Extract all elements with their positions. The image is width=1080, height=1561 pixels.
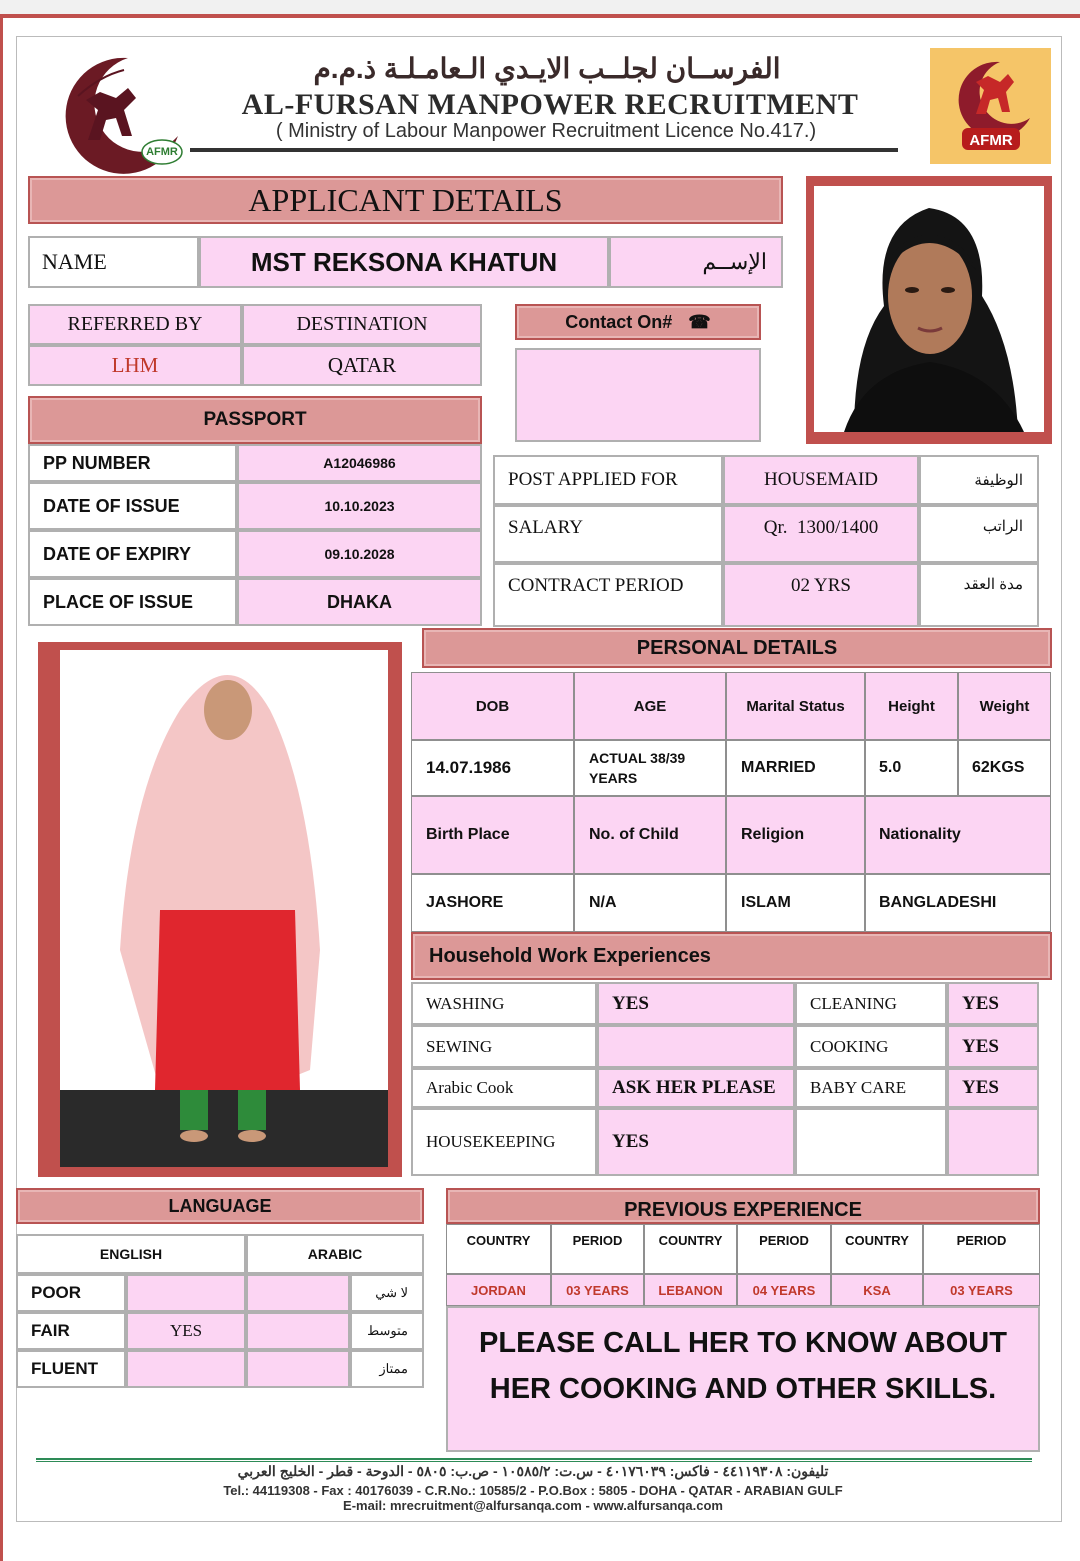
age-value-cell <box>574 740 726 796</box>
portrait-photo <box>806 176 1052 444</box>
post-row-value-1 <box>723 505 919 563</box>
note-line-1: PLEASE CALL HER TO KNOW ABOUT <box>479 1327 1007 1359</box>
hh-label-cleaning <box>795 982 947 1025</box>
hh-label-empty <box>795 1108 947 1176</box>
destination-label: DESTINATION <box>296 313 428 335</box>
date-of-expiry-label: DATE OF EXPIRY <box>43 543 192 564</box>
hh-label-baby-care <box>795 1068 947 1108</box>
company-name-arabic: الفرســان لجلــب الايـدي الـعامـلـة ذ.م.م <box>313 53 781 84</box>
referred-by-value-cell <box>28 345 242 386</box>
logo-badge-text: AFMR <box>146 146 178 158</box>
english-column-label: ENGLISH <box>99 1246 163 1262</box>
post-row-ar-0 <box>919 455 1039 505</box>
passport-row-label-3 <box>28 578 237 626</box>
period-3-label: PERIOD <box>956 1233 1007 1248</box>
birth-place-label: Birth Place <box>426 826 510 843</box>
salary-label: SALARY <box>508 517 583 538</box>
lang-arabic-fair <box>246 1312 350 1350</box>
footer-rule <box>36 1458 1032 1462</box>
religion-label: Religion <box>741 826 805 843</box>
name-label: NAME <box>42 249 107 274</box>
lang-col-arabic <box>246 1234 424 1274</box>
weight-value: 62KGS <box>972 759 1025 776</box>
lang-level-poor <box>16 1274 126 1312</box>
referred-by-label: REFERRED BY <box>67 313 203 335</box>
passport-row-label-1 <box>28 482 237 530</box>
name-value-cell <box>199 236 609 288</box>
post-row-ar-2 <box>919 563 1039 627</box>
fluent-label: FLUENT <box>31 1359 99 1378</box>
post-row-label-1 <box>493 505 723 563</box>
birth-place-value: JASHORE <box>426 894 504 911</box>
prev-value-0 <box>446 1274 551 1306</box>
cooking-value: YES <box>962 1035 999 1057</box>
fluent-label-ar: ممتاز <box>379 1361 408 1376</box>
prev-header-2 <box>644 1224 737 1274</box>
name-label-cell <box>28 236 199 288</box>
hh-label-arabic-cook <box>411 1068 597 1108</box>
prev-header-5 <box>923 1224 1040 1274</box>
prev-header-0 <box>446 1224 551 1274</box>
passport-header <box>28 396 482 444</box>
salary-label-ar: الراتب <box>982 518 1023 535</box>
household-header <box>411 932 1052 980</box>
post-row-value-2 <box>723 563 919 627</box>
sewing-label: SEWING <box>426 1036 493 1056</box>
hh-label-housekeeping <box>411 1108 597 1176</box>
cooking-label: COOKING <box>810 1036 889 1056</box>
pp-number-label: PP NUMBER <box>43 452 151 473</box>
passport-row-label-2 <box>28 530 237 578</box>
hh-value-housekeeping <box>597 1108 795 1176</box>
passport-row-value-2 <box>237 530 482 578</box>
dob-value: 14.07.1986 <box>426 758 512 777</box>
full-length-photo <box>38 642 402 1177</box>
previous-experience-title: PREVIOUS EXPERIENCE <box>624 1198 862 1221</box>
previous-experience-note <box>446 1306 1040 1452</box>
salary-value: Qr. 1300/1400 <box>763 517 879 538</box>
name-value: MST REKSONA KHATUN <box>250 246 558 277</box>
post-row-value-0 <box>723 455 919 505</box>
marital-status-label: Marital Status <box>746 697 845 715</box>
contract-period-value: 02 YRS <box>790 575 851 596</box>
contact-label: Contact On# <box>565 311 673 332</box>
right-logo-text: AFMR <box>969 132 1013 149</box>
hh-value-washing <box>597 982 795 1025</box>
hh-value-empty <box>947 1108 1039 1176</box>
personal-details-title: PERSONAL DETAILS <box>636 636 838 659</box>
post-applied-label: POST APPLIED FOR <box>508 469 678 490</box>
country-3-value: KSA <box>863 1282 891 1298</box>
post-table <box>493 455 1039 627</box>
period-1-label: PERIOD <box>572 1233 623 1248</box>
date-of-issue-label: DATE OF ISSUE <box>43 495 180 516</box>
arabic-cook-label: Arabic Cook <box>426 1078 514 1097</box>
period-1-value: 03 YEARS <box>566 1282 629 1298</box>
prev-value-5 <box>923 1274 1040 1306</box>
prev-header-3 <box>737 1224 831 1274</box>
weight-label: Weight <box>979 697 1030 715</box>
prev-value-4 <box>831 1274 923 1306</box>
poor-label-ar: لا شي <box>375 1285 408 1300</box>
lang-level-fair <box>16 1312 126 1350</box>
weight-value-cell <box>958 740 1051 796</box>
contract-period-label: CONTRACT PERIOD <box>508 575 684 596</box>
english-fair-value: YES <box>169 1321 203 1340</box>
country-1-label: COUNTRY <box>466 1233 531 1248</box>
hh-value-cooking <box>947 1025 1039 1068</box>
left-logo <box>28 40 190 176</box>
nationality-value: BANGLADESHI <box>879 894 997 911</box>
no-of-child-value-cell <box>574 874 726 932</box>
hh-label-cooking <box>795 1025 947 1068</box>
country-2-label: COUNTRY <box>658 1233 723 1248</box>
phone-icon: ☎ <box>688 311 711 332</box>
post-applied-value: HOUSEMAID <box>764 469 878 490</box>
dob-value-cell <box>411 740 574 796</box>
previous-experience-table <box>446 1224 1040 1452</box>
marital-status-value: MARRIED <box>741 759 816 776</box>
destination-value-cell <box>242 345 482 386</box>
housekeeping-value: YES <box>612 1131 649 1152</box>
baby-care-value: YES <box>962 1077 999 1098</box>
passport-row-value-1 <box>237 482 482 530</box>
post-row-label-2 <box>493 563 723 627</box>
contact-value-box <box>515 348 761 442</box>
lang-ar-fluent <box>350 1350 424 1388</box>
personal-details-header <box>422 628 1052 668</box>
company-licence: ( Ministry of Labour Manpower Recruitment Licence No.417.) <box>275 120 817 142</box>
arabic-cook-value: ASK HER PLEASE <box>612 1077 776 1098</box>
no-of-child-label-cell <box>574 796 726 874</box>
place-of-issue-label: PLACE OF ISSUE <box>43 591 194 612</box>
pp-number-value: A12046986 <box>323 455 396 471</box>
lang-col-english <box>16 1234 246 1274</box>
lang-english-poor <box>126 1274 246 1312</box>
lang-ar-poor <box>350 1274 424 1312</box>
referral-table <box>28 304 482 386</box>
company-name-english: AL-FURSAN MANPOWER RECRUITMENT <box>241 88 859 121</box>
age-label: AGE <box>633 697 667 715</box>
footer-email: E-mail: mrecruitment@alfursanqa.com - www.alfursanqa.com <box>343 1498 723 1513</box>
lang-english-fair <box>126 1312 246 1350</box>
country-3-label: COUNTRY <box>845 1233 909 1248</box>
birth-place-label-cell <box>411 796 574 874</box>
hh-value-sewing <box>597 1025 795 1068</box>
washing-label: WASHING <box>426 993 505 1013</box>
prev-value-3 <box>737 1274 831 1306</box>
height-value-cell <box>865 740 958 796</box>
personal-header-dob <box>411 672 574 740</box>
marital-value-cell <box>726 740 865 796</box>
personal-header-age <box>574 672 726 740</box>
prev-header-1 <box>551 1224 644 1274</box>
fair-label: FAIR <box>31 1321 70 1340</box>
contact-header <box>515 304 761 340</box>
lang-arabic-fluent <box>246 1350 350 1388</box>
no-of-child-value: N/A <box>589 894 617 911</box>
name-label-ar: الإســم <box>702 249 767 274</box>
period-3-value: 03 YEARS <box>950 1282 1013 1298</box>
lang-english-fluent <box>126 1350 246 1388</box>
personal-header-height <box>865 672 958 740</box>
birth-place-value-cell <box>411 874 574 932</box>
religion-value-cell <box>726 874 865 932</box>
lang-ar-fair <box>350 1312 424 1350</box>
place-of-issue-value: DHAKA <box>327 591 392 612</box>
passport-row-value-3 <box>237 578 482 626</box>
dob-label: DOB <box>475 697 510 715</box>
passport-title: PASSPORT <box>203 409 307 430</box>
household-table <box>411 982 1039 1176</box>
nationality-label: Nationality <box>879 826 961 843</box>
previous-experience-header <box>446 1188 1040 1224</box>
country-1-value: JORDAN <box>471 1282 526 1298</box>
destination-value: QATAR <box>327 353 397 377</box>
referred-by-value: LHM <box>111 353 159 377</box>
hh-value-arabic-cook <box>597 1068 795 1108</box>
religion-value: ISLAM <box>741 894 791 911</box>
housekeeping-label: HOUSEKEEPING <box>426 1132 556 1151</box>
age-value: ACTUAL 38/39 YEARS <box>589 750 686 786</box>
arabic-column-label: ARABIC <box>307 1246 363 1262</box>
poor-label: POOR <box>31 1283 82 1302</box>
contract-period-label-ar: مدة العقد <box>963 576 1023 593</box>
hh-value-cleaning <box>947 982 1039 1025</box>
no-of-child-label: No. of Child <box>589 826 679 843</box>
personal-table <box>411 672 1051 932</box>
lang-arabic-poor <box>246 1274 350 1312</box>
height-label: Height <box>888 697 935 715</box>
footer-tel: Tel.: 44119308 - Fax : 40176039 - C.R.No.: 10585/2 - P.O.Box : 5805 - DOHA - QATAR - ARABIAN GULF <box>223 1483 843 1498</box>
cleaning-label: CLEANING <box>810 993 897 1013</box>
passport-table <box>28 444 482 626</box>
destination-label-cell <box>242 304 482 345</box>
hh-label-washing <box>411 982 597 1025</box>
post-row-label-0 <box>493 455 723 505</box>
household-title: Household Work Experiences <box>429 944 711 967</box>
baby-care-label: BABY CARE <box>810 1078 907 1097</box>
personal-header-marital <box>726 672 865 740</box>
nationality-value-cell <box>865 874 1051 932</box>
passport-row-value-0 <box>237 444 482 482</box>
hh-label-sewing <box>411 1025 597 1068</box>
washing-value: YES <box>612 992 649 1014</box>
prev-value-1 <box>551 1274 644 1306</box>
footer-arabic: تليفون: ٤٤١١٩٣٠٨ - فاكس: ٤٠١٧٦٠٣٩ - س.ت: ١٠٥٨٥/٢ - ص.ب: ٥٨٠٥ - الدوحة - قطر - الخليج العربي <box>237 1463 829 1479</box>
applicant-details-header <box>28 176 783 224</box>
language-table <box>16 1234 424 1388</box>
passport-row-label-0 <box>28 444 237 482</box>
applicant-details-title: APPLICANT DETAILS <box>248 181 563 218</box>
name-row <box>28 236 783 288</box>
date-of-expiry-value: 09.10.2028 <box>324 546 395 562</box>
country-2-value: LEBANON <box>658 1282 723 1298</box>
language-title: LANGUAGE <box>168 1195 272 1216</box>
prev-value-2 <box>644 1274 737 1306</box>
prev-header-4 <box>831 1224 923 1274</box>
period-2-label: PERIOD <box>759 1233 809 1248</box>
hh-value-baby-care <box>947 1068 1039 1108</box>
referred-by-label-cell <box>28 304 242 345</box>
language-header <box>16 1188 424 1224</box>
post-row-ar-1 <box>919 505 1039 563</box>
name-label-ar-cell <box>609 236 783 288</box>
header-rule <box>190 148 898 152</box>
cleaning-value: YES <box>962 992 999 1014</box>
right-logo <box>930 48 1051 164</box>
lang-level-fluent <box>16 1350 126 1388</box>
height-value: 5.0 <box>879 759 902 776</box>
nationality-label-cell <box>865 796 1051 874</box>
fair-label-ar: متوسط <box>367 1323 408 1338</box>
date-of-issue-value: 10.10.2023 <box>324 498 395 514</box>
religion-label-cell <box>726 796 865 874</box>
personal-header-weight <box>958 672 1051 740</box>
period-2-value: 04 YEARS <box>752 1282 816 1298</box>
note-line-2: HER COOKING AND OTHER SKILLS. <box>489 1373 997 1405</box>
post-applied-label-ar: الوظيفة <box>974 472 1023 489</box>
